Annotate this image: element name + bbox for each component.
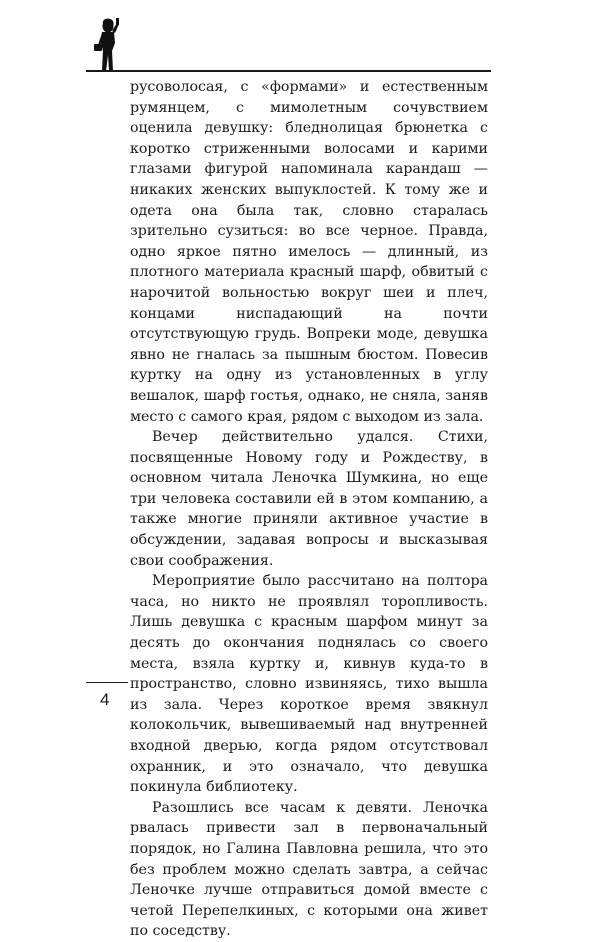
paragraph: Разошлись все часам к девяти. Леночка рвалась привести зал в первоначальный порядок, но Галина Павловна решила, что это без проблем можно сделать завтра, а сейчас Леночке лучше отправиться домой вместе с четой Перепелкиных, с которыми она живет по соседству. [130,799,488,940]
header-rule [86,70,491,72]
footer-rule [86,682,128,683]
paragraph: Мероприятие было рассчитано на полтора часа, но никто не проявлял торопливость. Лишь девушка с красным шарфом минут за десять до окончания поднялась со своего места, взяла куртку и, кивнув куда-то в пространство, словно извиняясь, тихо вышла из зала. Через короткое время звякнул колокольчик, вывешиваемый над внутренней входной дверью, когда рядом отсутствовал охранник, и это означало, что девушка покинула библиотеку. [130,573,488,796]
paragraph: Вечер действительно удался. Стихи, посвященные Новому году и Рождеству, в основном читала Леночка Шумкина, но еще три человека составили ей в этом компанию, а также многие приняли активное участие в обсуждении, задавая вопросы и высказывая свои соображения. [130,429,488,569]
page-number: 4 [100,690,110,709]
paragraph: русоволосая, с «формами» и естественным румянцем, с мимолетным сочувствием оценила девушку: бледнолицая брюнетка с коротко стриженными волосами и карими глазами фигурой напоминала карандаш — никаких женских выпуклостей. К тому же и одета она была так, словно старалась зрительно сузиться: во все черное. Правда, одно яркое пятно имелось — длинный, из плотного материала красный шарф, обвитый с нарочитой вольностью вокруг шеи и плеч, концами ниспадающий на почти отсутствующую грудь. Вопреки моде, девушка явно не гналась за пышным бюстом. Повесив куртку на одну из установленных в углу вешалок, шарф гостья, однако, не сняла, заняв место с самого края, рядом с выходом из зала. [130,79,488,425]
woman-silhouette-icon [86,17,126,73]
body-text [130,77,488,942]
